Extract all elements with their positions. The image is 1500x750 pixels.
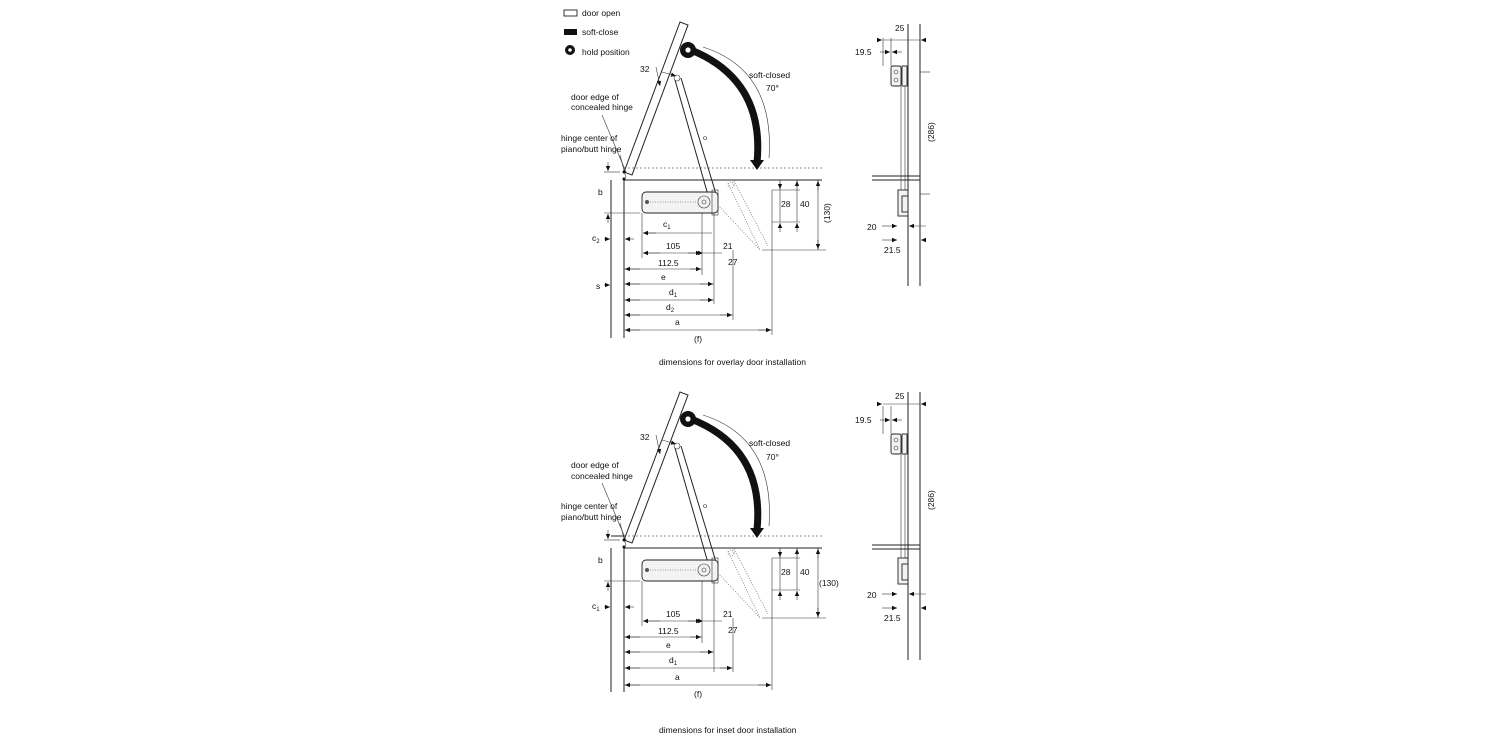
dim-286-label: (286)	[926, 122, 936, 142]
angle-70-label: 70°	[766, 452, 779, 462]
dim-27-label: 27	[728, 625, 738, 635]
legend-label: soft-close	[582, 27, 619, 37]
f-label: (f)	[694, 689, 703, 699]
dim-21-label: 21	[723, 609, 733, 619]
a-label: a	[675, 317, 680, 327]
door-edge-label-line1: door edge of	[571, 92, 619, 102]
dim-21-label: 21	[723, 241, 733, 251]
a-label: a	[675, 672, 680, 682]
dim-21-5-label: 21.5	[884, 613, 901, 623]
c1-label: $c_1$	[663, 219, 671, 231]
legend-label: hold position	[582, 47, 630, 57]
dim-40-label: 40	[800, 199, 810, 209]
dim-25-label: 25	[895, 23, 905, 33]
c1-label: $c_1$	[592, 601, 600, 613]
legend	[564, 8, 630, 57]
inset-caption: dimensions for inset door installation	[659, 725, 797, 735]
dim-20-label: 20	[867, 590, 877, 600]
dim-28-label: 28	[781, 199, 791, 209]
overlay-caption: dimensions for overlay door installation	[659, 357, 806, 367]
c2-label: $c_2$	[592, 233, 600, 245]
dim-105-label: 105	[666, 241, 681, 251]
dim-28-label: 28	[781, 567, 791, 577]
hinge-center-label-line2: piano/butt hinge	[561, 512, 622, 522]
legend-label: door open	[582, 8, 621, 18]
angle-32-label: 32	[640, 64, 650, 74]
hinge-center-label-line2: piano/butt hinge	[561, 144, 622, 154]
side-view-top	[855, 23, 936, 286]
dim-130-label: (130)	[819, 578, 839, 588]
f-label: (f)	[694, 334, 703, 344]
dim-21-5-label: 21.5	[884, 245, 901, 255]
dim-286-label: (286)	[926, 490, 936, 510]
e-label: e	[661, 272, 666, 282]
d2-label: $d_2$	[666, 302, 675, 314]
dim-40-label: 40	[800, 567, 810, 577]
dim-19-5-label: 19.5	[855, 47, 872, 57]
hinge-center-label-line1: hinge center of	[561, 501, 618, 511]
dim-25-label: 25	[895, 391, 905, 401]
angle-32-label: 32	[640, 432, 650, 442]
soft-closed-label: soft-closed	[749, 438, 791, 448]
inset-drawing	[561, 392, 839, 735]
e-label: e	[666, 640, 671, 650]
overlay-drawing	[561, 22, 832, 367]
angle-70-label: 70°	[766, 83, 779, 93]
door-edge-label-line1: door edge of	[571, 460, 619, 470]
b-label: b	[598, 187, 603, 197]
legend-item-door-open	[564, 8, 621, 18]
soft-closed-label: soft-closed	[749, 70, 791, 80]
s-label: s	[596, 281, 601, 291]
dim-27-label: 27	[728, 257, 738, 267]
hinge-center-label-line1: hinge center of	[561, 133, 618, 143]
filled-rect-icon	[564, 29, 577, 35]
dim-20-label: 20	[867, 222, 877, 232]
dim-112-5-label: 112.5	[658, 626, 679, 636]
d1-label: $d_1$	[669, 655, 678, 667]
door-edge-label-line2: concealed hinge	[571, 471, 633, 481]
dim-112-5-label: 112.5	[658, 258, 679, 268]
door-edge-label-line2: concealed hinge	[571, 102, 633, 112]
open-rect-icon	[564, 10, 577, 16]
dim-105-label: 105	[666, 609, 681, 619]
dim-130-label: (130)	[822, 203, 832, 223]
b-label: b	[598, 555, 603, 565]
side-view-bottom	[855, 391, 936, 660]
dim-19-5-label: 19.5	[855, 415, 872, 425]
legend-item-soft-close	[564, 27, 619, 37]
d1-label: $d_1$	[669, 287, 678, 299]
legend-item-hold-position	[565, 45, 630, 57]
